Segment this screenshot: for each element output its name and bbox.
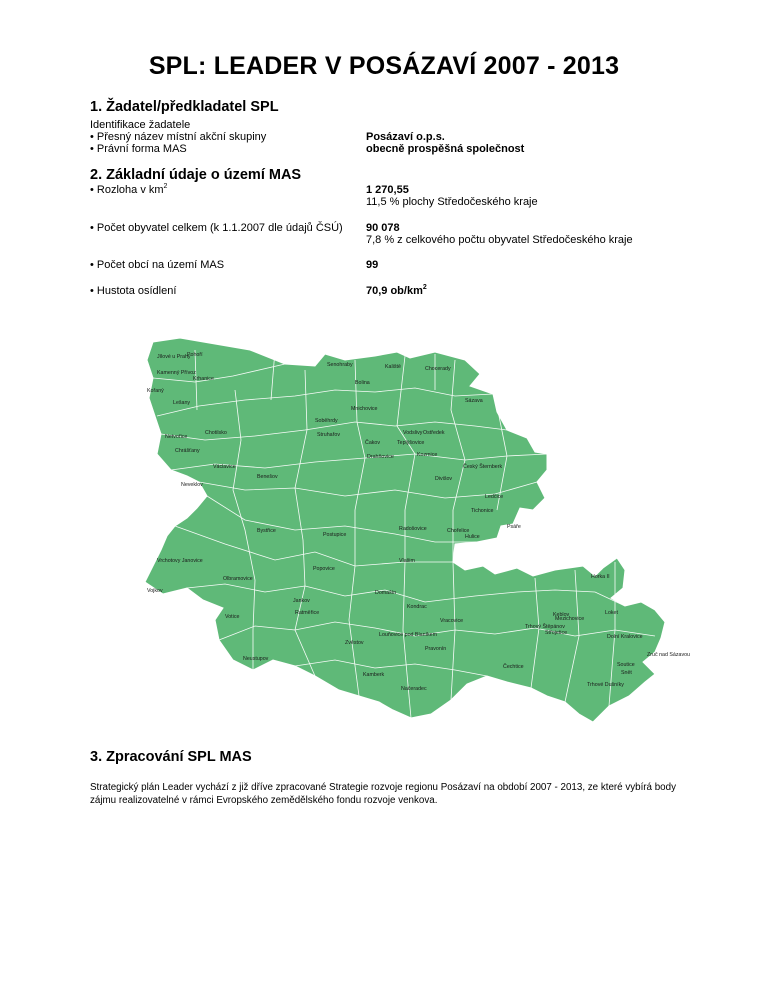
density-label: • Hustota osídlení [90,285,177,297]
area-note: 11,5 % plochy Středočeského kraje [366,196,538,208]
map-label-municipality: Kořaný [147,388,164,394]
area-value: 1 270,55 [366,184,409,196]
map-label-municipality: Sázava [465,398,483,404]
map-label-municipality: Zvěstov [345,640,364,646]
map-label-municipality: Psáře [507,524,521,530]
density-value-sup: 2 [422,284,427,291]
map-label-municipality: Chocerady [425,366,451,372]
map-label-municipality: Kozmice [417,452,438,458]
map-label-municipality: Střojetice [545,630,568,636]
map-label-municipality: Popovice [313,566,335,572]
map-label-municipality: Kamberk [363,672,385,678]
density-value-text: 70,9 ob/km [366,285,423,297]
map-label-municipality: Teplýšovice [397,440,425,446]
map-label-municipality: Chořelice [447,528,470,534]
map-label-municipality: Dolní Kralovice [607,634,643,640]
map-label-municipality: Jílové u Prahy [157,354,191,360]
map-label-municipality: Kamenný Přívoz [157,370,196,376]
map-label-municipality: Čakov [365,440,381,446]
map-label-municipality: Radošovice [399,526,427,532]
map-label-municipality: Drahňovice [367,454,394,460]
applicant-name-label: • Přesný název místní akční skupiny [90,131,267,143]
towns-value: 99 [366,259,379,271]
map-label-municipality: Votice [225,614,240,620]
map-label-municipality: Tichonice [471,508,494,514]
map-label-municipality: Václavice [213,464,236,470]
section1-intro: Identifikace žadatele [90,119,191,131]
map-label-municipality: Trhové Dušníky [587,682,624,688]
map-label-municipality: Vracovice [440,618,464,624]
map-label-municipality: Zruč nad Sázavou [647,652,690,658]
region-map [135,330,690,728]
map-label-municipality: Divišov [435,476,453,482]
legal-form-label: • Právní forma MAS [90,143,187,155]
map-label-municipality: Kaliště [385,364,401,370]
map-label-municipality: Loket [605,610,618,616]
map-label-municipality: Netvořice [165,434,188,440]
map-label-municipality: Lešany [173,400,191,406]
map-label-municipality: Vrchotovy Janovice [157,558,203,564]
map-label-municipality: Mezichovice [555,616,585,622]
map-label-municipality: Soběhrdy [315,418,338,424]
map-label-municipality: Senohraby [327,362,353,368]
map-label-municipality: Český Šternberk [463,464,503,470]
map-label-municipality: Načeradec [401,686,427,692]
map-label-municipality: Chrášťany [175,448,200,454]
map-label-municipality: Struhařov [317,432,340,438]
map-label-municipality: Bolina [355,380,370,386]
area-label-sup: 2 [163,183,168,190]
section2-heading: 2. Základní údaje o území MAS [90,167,302,183]
map-label-municipality: Snět [621,670,632,676]
map-label-municipality: Horka II [591,574,610,580]
map-label-municipality: Trhový Štěpánov [525,624,565,630]
map-label-municipality: Neveklov [181,482,203,488]
map-label-municipality: Chotilsko [205,430,227,436]
map-label-municipality: Postupice [323,532,347,538]
map-label-municipality: Čechtice [503,664,524,670]
section3-text: Strategický plán Leader vychází z již dříve zpracované Strategie rozvoje regionu Posázaví na období 2007 - 2013, ze které vybírá body zájmu realizovatelné v rámci Evropského zemědělského fondu rozvoje venkova. [90,782,676,806]
section3-heading: 3. Zpracování SPL MAS [90,749,252,765]
map-label-municipality: Pravonín [425,646,447,652]
towns-label: • Počet obcí na území MAS [90,259,225,271]
map-label-municipality: Jankov [293,598,310,604]
area-label [90,184,167,196]
applicant-name-value: Posázaví o.p.s. [366,131,445,143]
page-title: SPL: LEADER V POSÁZAVÍ 2007 - 2013 [148,52,620,80]
population-value: 90 078 [366,222,400,234]
section1-heading: 1. Žadatel/předkladatel SPL [90,99,279,115]
map-label-municipality: Krhanice [193,376,214,382]
region-map-svg [135,330,690,728]
map-label-municipality: Vlašim [399,558,415,564]
map-label-municipality: Benešov [257,474,278,480]
map-label-municipality: Keblov [553,612,570,618]
density-value [366,285,427,297]
map-label-municipality: Soutice [617,662,635,668]
map-label-municipality: Olbramovice [223,576,253,582]
legal-form-value: obecně prospěšná společnost [366,143,525,155]
area-label-text: • Rozloha v km [90,184,164,196]
map-label-municipality: Pohoří [187,352,203,358]
map-label-municipality: Mnichovice [351,406,378,412]
map-label-municipality: Kondrac [407,604,427,610]
population-note: 7,8 % z celkového počtu obyvatel Středočeského kraje [366,234,633,246]
map-label-municipality: Vojkov [147,588,163,594]
map-label-municipality: Bystřice [257,528,276,534]
map-label-municipality: Vodslivy [403,430,423,436]
map-label-municipality: Ostředek [423,430,445,436]
map-label-municipality: Hulice [465,534,480,540]
map-label-municipality: Louňovice pod Blaníkem [379,632,438,638]
map-label-municipality: Neustupov [243,656,269,662]
map-label-municipality: Ledčice [485,494,504,500]
population-label: • Počet obyvatel celkem (k 1.1.2007 dle údajů ČSÚ) [90,222,343,234]
map-label-municipality: Domašín [375,590,397,596]
map-label-municipality: Ratměřice [295,610,320,616]
